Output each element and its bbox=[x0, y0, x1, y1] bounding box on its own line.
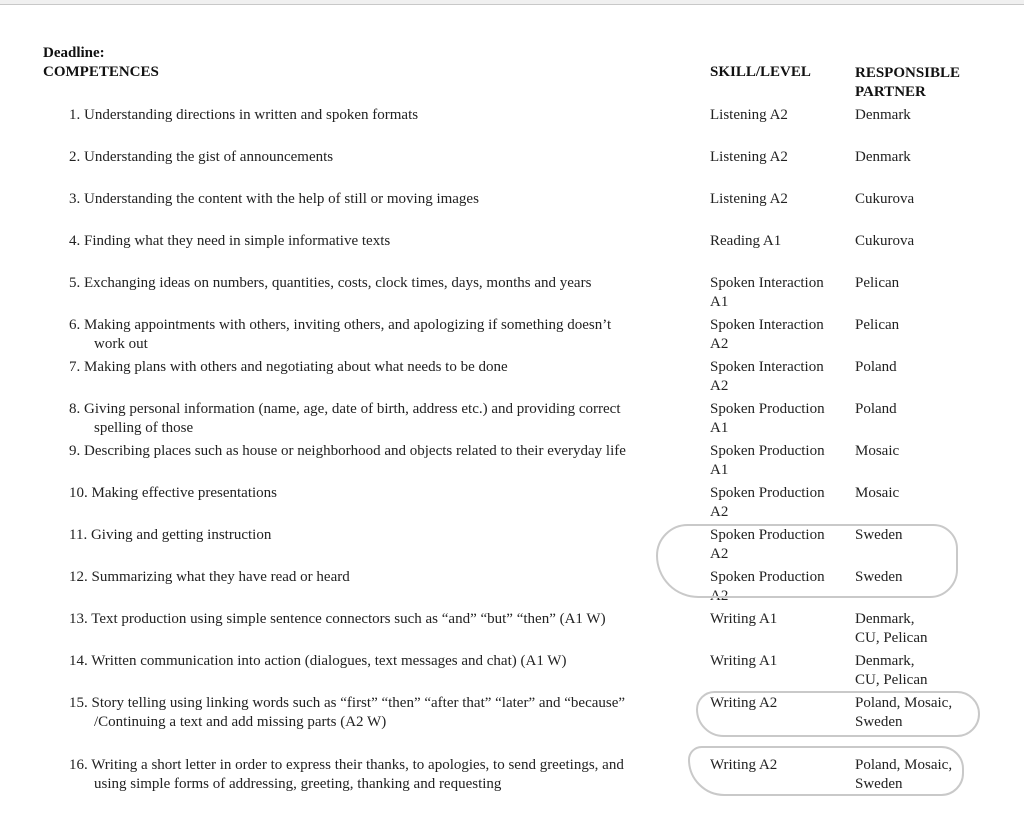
skill-level bbox=[710, 610, 850, 629]
skill-level bbox=[710, 106, 850, 125]
competence-line2: using simple forms of addressing, greeting, thanking and requesting bbox=[94, 776, 502, 792]
skill-line1: Listening A2 bbox=[710, 149, 788, 165]
competence-line2: work out bbox=[94, 336, 148, 352]
responsible-partner bbox=[855, 610, 995, 648]
skill-level bbox=[710, 652, 850, 671]
partner-line1: Sweden bbox=[855, 569, 903, 585]
competence-text bbox=[69, 756, 699, 794]
skill-line2: A2 bbox=[710, 546, 729, 562]
competence-text bbox=[69, 316, 699, 354]
responsible-partner bbox=[855, 274, 995, 293]
responsible-partner bbox=[855, 442, 995, 461]
competence-line1: 1. Understanding directions in written and spoken formats bbox=[69, 107, 419, 123]
skill-line1: Spoken Interaction bbox=[710, 317, 824, 333]
partner-line1: Pelican bbox=[855, 275, 900, 291]
competence-line1: 6. Making appointments with others, inviting others, and apologizing if something doesn’t bbox=[69, 317, 612, 333]
competence-line1: 11. Giving and getting instruction bbox=[69, 527, 272, 543]
skill-level bbox=[710, 484, 850, 522]
partner-line2: CU, Pelican bbox=[855, 630, 928, 646]
skill-line1: Listening A2 bbox=[710, 107, 788, 123]
partner-line1: Cukurova bbox=[855, 191, 915, 207]
competence-text bbox=[69, 190, 699, 209]
skill-level bbox=[710, 274, 850, 312]
competence-line1: 15. Story telling using linking words such as “first” “then” “after that” “later” and “because” bbox=[69, 695, 626, 711]
skill-line2: A1 bbox=[710, 420, 729, 436]
skill-line1: Spoken Production bbox=[710, 401, 825, 417]
partner-line1: Sweden bbox=[855, 527, 903, 543]
skill-level bbox=[710, 358, 850, 396]
skill-level bbox=[710, 232, 850, 251]
competence-line1: 2. Understanding the gist of announcements bbox=[69, 149, 334, 165]
competence-line1: 14. Written communication into action (dialogues, text messages and chat) (A1 W) bbox=[69, 653, 567, 669]
skill-line1: Spoken Production bbox=[710, 569, 825, 585]
competences-heading: COMPETENCES bbox=[43, 64, 159, 80]
skill-level bbox=[710, 316, 850, 354]
competence-text bbox=[69, 442, 699, 461]
competence-text bbox=[69, 232, 699, 251]
partner-line2: CU, Pelican bbox=[855, 672, 928, 688]
responsible-partner bbox=[855, 526, 995, 545]
skill-line1: Writing A2 bbox=[710, 757, 778, 773]
top-border bbox=[0, 0, 1024, 5]
responsible-partner bbox=[855, 568, 995, 587]
skill-line1: Spoken Production bbox=[710, 527, 825, 543]
skill-line2: A2 bbox=[710, 588, 729, 604]
skill-line2: A2 bbox=[710, 504, 729, 520]
skill-line1: Spoken Interaction bbox=[710, 275, 824, 291]
partner-line1: Poland bbox=[855, 401, 897, 417]
responsible-partner bbox=[855, 148, 995, 167]
partner-line1: Mosaic bbox=[855, 485, 900, 501]
competence-text bbox=[69, 568, 699, 587]
responsible-partner bbox=[855, 316, 995, 335]
skill-line1: Spoken Production bbox=[710, 485, 825, 501]
responsible-partner bbox=[855, 652, 995, 690]
partner-line1: Poland, Mosaic, bbox=[855, 695, 953, 711]
competence-line1: 7. Making plans with others and negotiating about what needs to be done bbox=[69, 359, 508, 375]
competence-text bbox=[69, 400, 699, 438]
partner-line1: Pelican bbox=[855, 317, 900, 333]
responsible-partner bbox=[855, 694, 995, 732]
competence-line1: 8. Giving personal information (name, age, date of birth, address etc.) and providing correct bbox=[69, 401, 621, 417]
competence-text bbox=[69, 484, 699, 503]
partner-line1: Mosaic bbox=[855, 443, 900, 459]
competence-text bbox=[69, 694, 699, 732]
skill-level bbox=[710, 756, 850, 775]
skill-level-heading: SKILL/LEVEL bbox=[710, 64, 811, 80]
competence-text bbox=[69, 610, 699, 629]
skill-line1: Writing A1 bbox=[710, 611, 778, 627]
responsible-partner bbox=[855, 756, 995, 794]
skill-line1: Reading A1 bbox=[710, 233, 782, 249]
partner-line1: Cukurova bbox=[855, 233, 915, 249]
skill-level bbox=[710, 190, 850, 209]
skill-level bbox=[710, 400, 850, 438]
partner-line2: Sweden bbox=[855, 714, 903, 730]
competence-line2: /Continuing a text and add missing parts (A2 W) bbox=[94, 714, 387, 730]
responsible-partner bbox=[855, 484, 995, 503]
skill-line2: A1 bbox=[710, 462, 729, 478]
skill-line1: Writing A1 bbox=[710, 653, 778, 669]
responsible-partner bbox=[855, 106, 995, 125]
skill-line2: A2 bbox=[710, 336, 729, 352]
competence-line1: 9. Describing places such as house or neighborhood and objects related to their everyday life bbox=[69, 443, 626, 459]
skill-level bbox=[710, 148, 850, 167]
competence-line1: 4. Finding what they need in simple informative texts bbox=[69, 233, 391, 249]
competence-text bbox=[69, 358, 699, 377]
partner-line1: Poland bbox=[855, 359, 897, 375]
competence-line1: 3. Understanding the content with the help of still or moving images bbox=[69, 191, 479, 207]
deadline-label: Deadline: bbox=[43, 45, 105, 61]
partner-line1: Denmark, bbox=[855, 653, 915, 669]
skill-level bbox=[710, 442, 850, 480]
skill-level bbox=[710, 694, 850, 713]
competence-text bbox=[69, 106, 699, 125]
partner-line1: Denmark bbox=[855, 107, 911, 123]
skill-level bbox=[710, 526, 850, 564]
responsible-partner-heading: RESPONSIBLE PARTNER bbox=[855, 65, 961, 100]
competence-text bbox=[69, 652, 699, 671]
partner-line1: Denmark, bbox=[855, 611, 915, 627]
competence-line1: 10. Making effective presentations bbox=[69, 485, 277, 501]
competence-line1: 13. Text production using simple sentence connectors such as “and” “but” “then” (A1 W) bbox=[69, 611, 606, 627]
partner-line1: Poland, Mosaic, bbox=[855, 757, 953, 773]
responsible-partner bbox=[855, 400, 995, 419]
partner-line2: Sweden bbox=[855, 776, 903, 792]
competence-line1: 12. Summarizing what they have read or heard bbox=[69, 569, 350, 585]
competence-text bbox=[69, 148, 699, 167]
skill-line2: A1 bbox=[710, 294, 729, 310]
skill-level bbox=[710, 568, 850, 606]
responsible-partner bbox=[855, 358, 995, 377]
responsible-partner bbox=[855, 232, 995, 251]
skill-line1: Writing A2 bbox=[710, 695, 778, 711]
competence-line1: 5. Exchanging ideas on numbers, quantities, costs, clock times, days, months and years bbox=[69, 275, 592, 291]
competence-text bbox=[69, 274, 699, 293]
competence-line1: 16. Writing a short letter in order to express their thanks, to apologies, to send greetings, and bbox=[69, 757, 624, 773]
skill-line1: Spoken Production bbox=[710, 443, 825, 459]
competence-line2: spelling of those bbox=[94, 420, 194, 436]
skill-line1: Listening A2 bbox=[710, 191, 788, 207]
skill-line2: A2 bbox=[710, 378, 729, 394]
responsible-partner bbox=[855, 190, 995, 209]
skill-line1: Spoken Interaction bbox=[710, 359, 824, 375]
partner-line1: Denmark bbox=[855, 149, 911, 165]
competence-text bbox=[69, 526, 699, 545]
